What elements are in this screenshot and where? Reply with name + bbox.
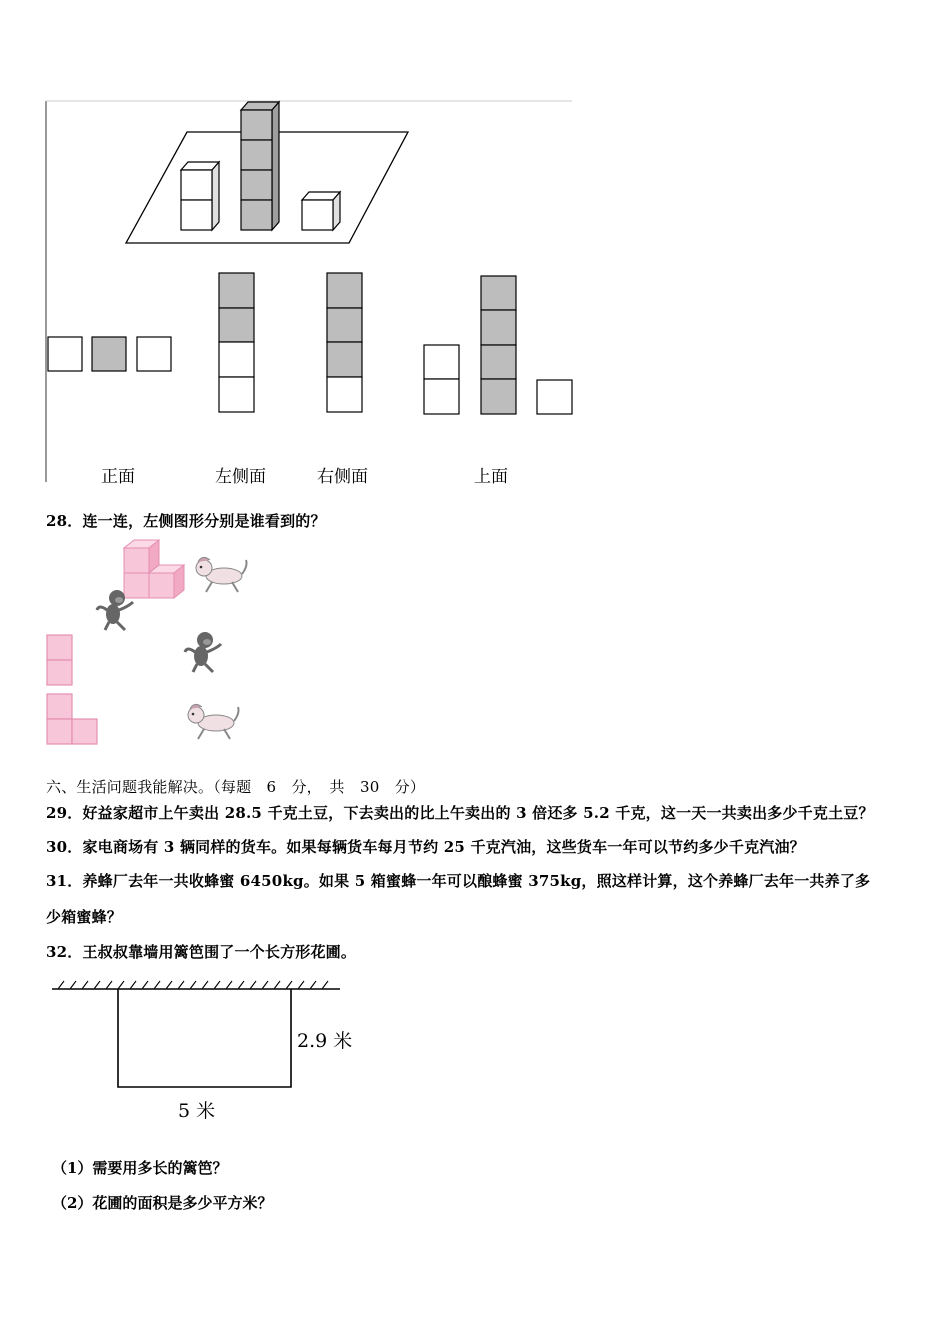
dog-icon	[188, 704, 239, 739]
view-label-front: 正面	[101, 467, 135, 487]
monkey-icon	[185, 632, 221, 672]
garden-height-label: 2.9 米	[297, 1030, 353, 1052]
question-31-line2: 少箱蜜蜂？	[46, 908, 123, 926]
fence	[118, 989, 291, 1087]
question-32-sub2: （2）花圃的面积是多少平方米？	[52, 1194, 273, 1212]
pink-block-3d	[124, 540, 184, 598]
left-side-view	[219, 273, 254, 412]
garden-diagram	[0, 0, 950, 160]
front-view	[48, 337, 171, 371]
question-31-line1: 31．养蜂厂去年一共收蜂蜜 6450kg。如果 5 箱蜜蜂一年可以酿蜂蜜 375kg，照这样计算，这个养蜂厂去年一共养了多	[46, 872, 871, 890]
question-30: 30．家电商场有 3 辆同样的货车。如果每辆货车每月节约 25 千克汽油，这些货车一年可以节约多少千克汽油？	[46, 838, 805, 856]
pink-view-l-shape	[47, 694, 97, 744]
right-side-view	[327, 273, 362, 412]
question-32-sub1: （1）需要用多长的篱笆？	[52, 1159, 228, 1177]
question-29: 29．好益家超市上午卖出 28.5 千克土豆，下去卖出的比上午卖出的 3 倍还多 5.2 千克，这一天一共卖出多少千克土豆？	[46, 804, 874, 822]
view-label-right: 右侧面	[317, 467, 368, 487]
top-view	[424, 276, 572, 414]
question-28: 28．连一连，左侧图形分别是谁看到的？	[46, 512, 326, 530]
view-label-left: 左侧面	[215, 467, 266, 487]
section-6-heading: 六、生活问题我能解决。（每题 6 分， 共 30 分）	[46, 778, 426, 796]
view-label-top: 上面	[474, 467, 508, 487]
pink-view-vertical	[47, 635, 72, 685]
garden-width-label: 5 米	[178, 1100, 216, 1122]
question-32: 32．王叔叔靠墙用篱笆围了一个长方形花圃。	[46, 943, 357, 961]
dog-icon	[196, 557, 247, 592]
